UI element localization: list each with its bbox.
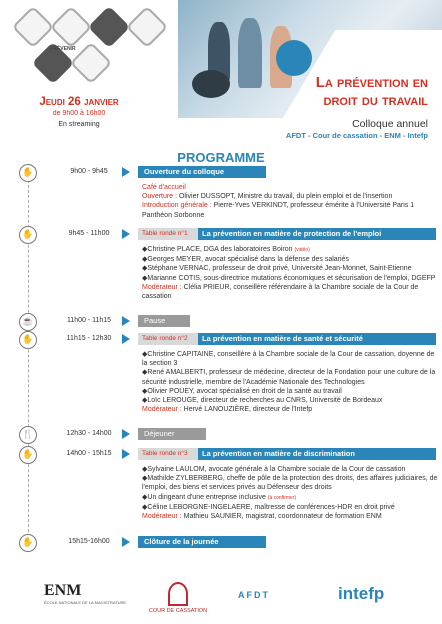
- handshake-icon: ✋: [19, 534, 37, 552]
- event-stream: En streaming: [58, 121, 100, 128]
- opening-content: Café d'accueil Ouverture : Olivier DUSSOPT, Ministre du travail, du plein emploi et de l'insertion Introduction générale : Pierre-Yves VERKINDT, professeur émérite à l'Université Paris 1 Panthéon Sorbonne: [142, 184, 415, 219]
- time-pause: 11h00 - 11h15: [66, 317, 112, 324]
- tag-t3: Table ronde n°3: [138, 448, 198, 460]
- time-lunch: 12h30 - 14h00: [66, 430, 112, 437]
- time-t1: 9h45 - 11h00: [68, 230, 110, 237]
- bar-t2: La prévention en matière de santé et sécurité: [198, 333, 436, 345]
- time-t2: 11h15 - 12h30: [66, 335, 112, 342]
- arrow-icon: [122, 537, 130, 547]
- tag-t1: Table ronde n°1: [138, 228, 198, 240]
- hero-header: [0, 0, 442, 150]
- cassation-emblem-icon: [168, 582, 188, 606]
- time-opening: 9h00 - 9h45: [70, 168, 108, 175]
- handshake-icon: ✋: [19, 164, 37, 182]
- event-time: de 9h00 à 16h00: [52, 110, 106, 117]
- time-t3: 14h00 - 15h15: [66, 450, 112, 457]
- people-icon: [126, 6, 168, 48]
- t2-content: ◆Christine CAPITAINE, conseillère à la Chambre sociale de la Cour de cassation, doyenne de la section 3 ◆René AMALBERTI, professeur de médecine, directeur de la Fondation pour une culture de la sécurité industrielle, membre de l'Académie Nationale des Technologies ◆Olivier POUEY, avocat spécialisé en droit de la santé au travail ◆Loïc LEROUGE, directeur de recherches au CNRS, Université de Bordeaux Modérateur : Hervé LANOUZIÈRE, directeur de l'Intefp: [142, 351, 436, 414]
- bar-opening: Ouverture du colloque: [138, 166, 266, 178]
- arrow-icon: [122, 167, 130, 177]
- tag-t2: Table ronde n°2: [138, 333, 198, 345]
- bar-t3: La prévention en matière de discrimination: [198, 448, 436, 460]
- event-subtitle: Colloque annuel: [352, 118, 428, 130]
- scales-icon: [50, 6, 92, 48]
- partners-line: AFDT - Cour de cassation - ENM - Intefp: [285, 131, 428, 140]
- arrow-icon: [122, 334, 130, 344]
- arrow-icon: [122, 316, 130, 326]
- document-icon: [70, 42, 112, 84]
- intefp-logo: intefp: [338, 584, 385, 603]
- programme-heading: PROGRAMME: [177, 150, 265, 165]
- footer-logos: [0, 572, 442, 624]
- coffee-icon: ☕: [19, 313, 37, 331]
- handshake-icon: ✋: [19, 446, 37, 464]
- bar-closing: Clôture de la journée: [138, 536, 266, 548]
- prevenir-label: PRÉVENIR: [50, 46, 76, 52]
- accent-circle: [276, 40, 312, 76]
- t1-content: ◆Christine PLACE, DGA des laboratoires Boiron (vidéo) ◆Georges MEYER, avocat spécialisé dans la défense des salariés ◆Stéphane VERNAC, professeur de droit privé, Université Jean-Monnet, Saint-Etienne ◆Marianne COTIS, sous-directrice mutations économiques et sécurisation de l'emploi, DGEFP Modérateur : Clélia PRIEUR, conseillère référendaire à la Chambre sociale de la Cour de cassation: [142, 246, 436, 301]
- cutlery-icon: 🍴: [19, 426, 37, 444]
- handshake-icon: ✋: [19, 331, 37, 349]
- afdt-logo: AFDT: [238, 590, 270, 600]
- arrow-icon: [122, 429, 130, 439]
- t3-content: ◆Sylvaine LAULOM, avocate générale à la Chambre sociale de la Cour de cassation ◆Mathilde ZYLBERBERG, cheffe de pôle de la protection des droits, des affaires judiciaires, de l'emploi, des biens et services privés au Défenseur des droits ◆Un dirigeant d'une entreprise inclusive (à confirmer) ◆Céline LEBORGNE-INGELAERE, maîtresse de conférences-HDR en droit privé Modérateur : Mathieu SAUNIER, magistrat, coordonnateur de formation ENM: [142, 466, 438, 521]
- page-title: La prévention en droit du travail: [315, 74, 428, 109]
- bar-pause: Pause: [138, 315, 190, 327]
- hexagon-icons: [4, 4, 174, 92]
- date-block: [14, 96, 144, 128]
- handshake-icon: [12, 6, 54, 48]
- event-date: Jeudi 26 janvier: [39, 96, 119, 108]
- arrow-icon: [122, 449, 130, 459]
- enm-logo: ENM ÉCOLE NATIONALE DE LA MAGISTRATURE: [44, 582, 127, 605]
- cour-de-cassation-logo: COUR DE CASSATION: [138, 582, 218, 614]
- time-closing: 15h15-16h00: [68, 538, 110, 545]
- bar-lunch: Déjeuner: [138, 428, 206, 440]
- help-icon: [88, 6, 130, 48]
- arrow-icon: [122, 229, 130, 239]
- bar-t1: La prévention en matière de protection de l'emploi: [198, 228, 436, 240]
- handshake-icon: ✋: [19, 226, 37, 244]
